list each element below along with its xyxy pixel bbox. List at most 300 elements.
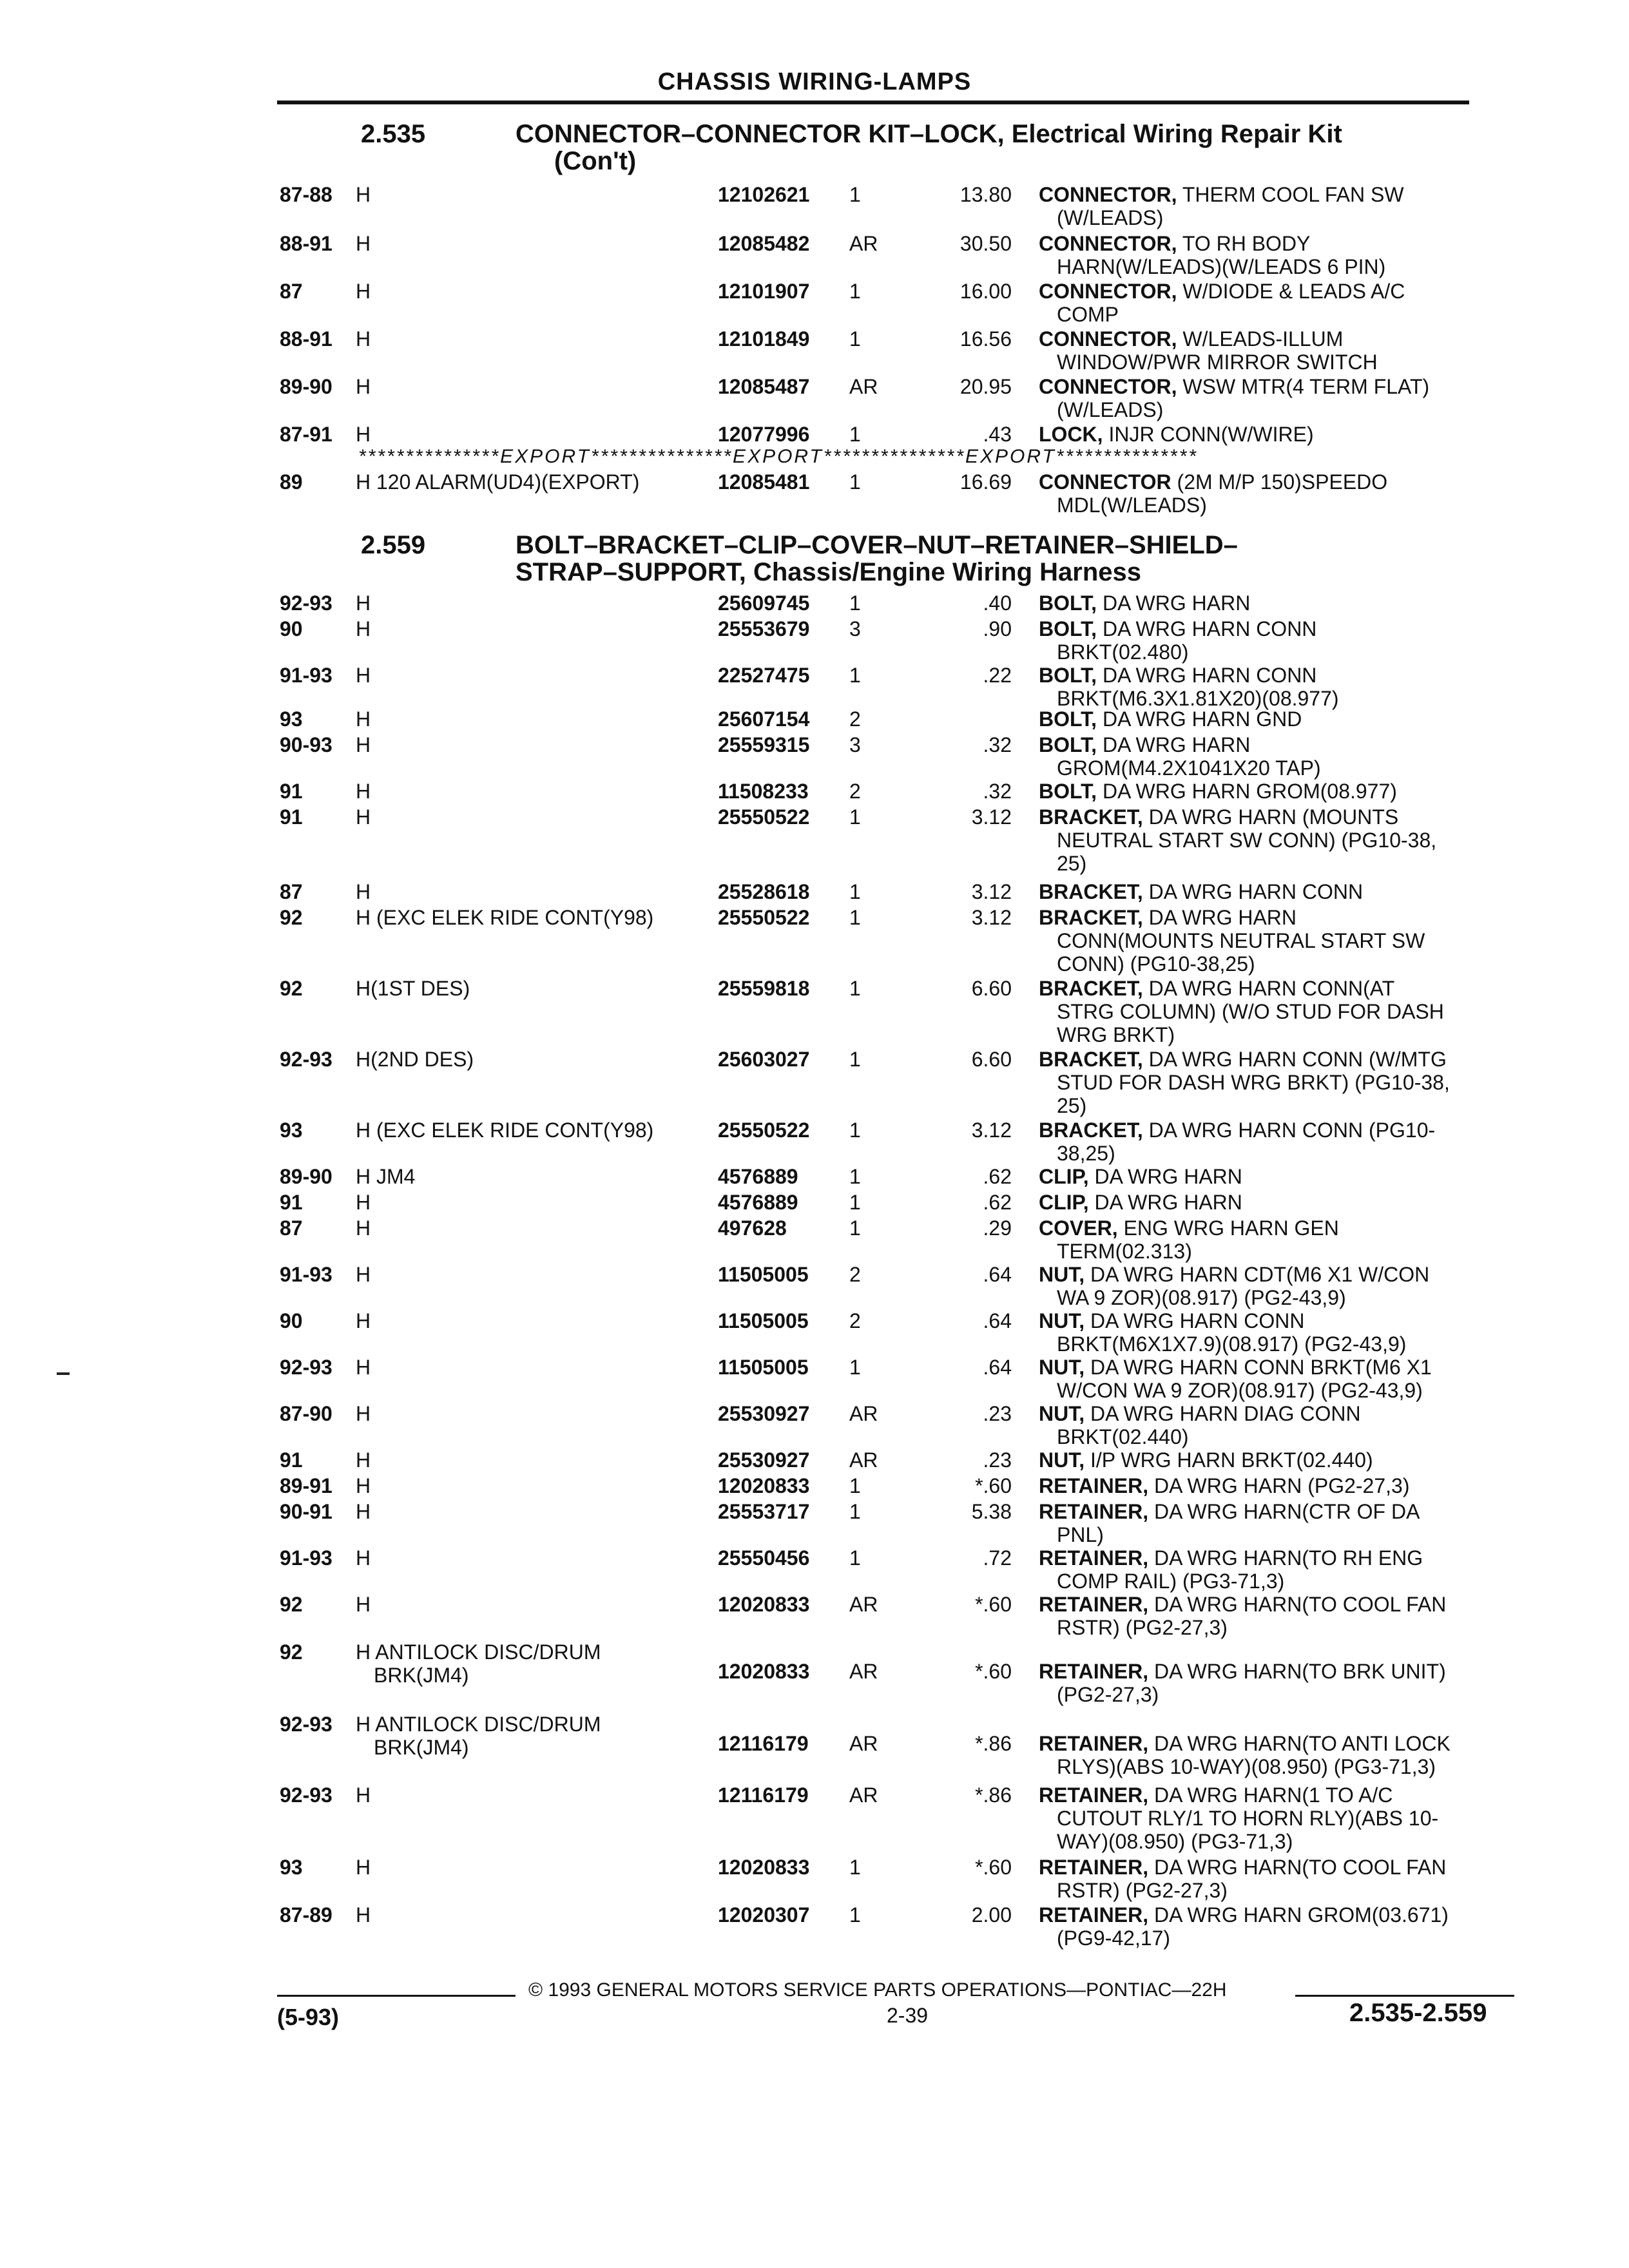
description-line2: HARN(W/LEADS)(W/LEADS 6 PIN) (1057, 255, 1386, 278)
quantity: 1 (849, 880, 861, 903)
part-number: 25550456 (718, 1546, 810, 1570)
part-number: 12085482 (718, 232, 810, 255)
quantity: 1 (849, 470, 861, 494)
application (356, 1165, 415, 1188)
description-line2: (PG2-27,3) (1057, 1683, 1159, 1706)
part-number: 12101849 (718, 327, 810, 351)
part-number: 25609745 (718, 591, 810, 615)
description-line1: DA WRG HARN (1088, 1165, 1242, 1188)
description (1039, 1402, 1516, 1448)
application (356, 1856, 371, 1879)
quantity: AR (849, 1448, 878, 1472)
export-divider: ***************EXPORT***************EXPORT***************EXPORT*************** (358, 446, 1198, 467)
quantity: 1 (849, 1216, 861, 1240)
description-line1: DA WRG HARN(TO COOL FAN (1148, 1856, 1447, 1879)
price: .23 (983, 1448, 1012, 1472)
description-line3: WAY)(08.950) (PG3-71,3) (1057, 1830, 1293, 1853)
description (1039, 1216, 1516, 1263)
application-text: H (356, 423, 371, 446)
description-line1: DA WRG HARN GROM(08.977) (1097, 780, 1397, 803)
model-years: 92-93 (280, 1048, 333, 1071)
description-line1: DA WRG HARN(CTR OF DA (1148, 1500, 1420, 1523)
part-number: 12020833 (718, 1474, 810, 1497)
description (1039, 1732, 1516, 1778)
price: .90 (983, 617, 1012, 640)
price: 3.12 (971, 906, 1012, 929)
application-text: H (356, 1856, 371, 1879)
application-text: H (356, 1783, 371, 1807)
description (1039, 1191, 1516, 1214)
price: .64 (983, 1263, 1012, 1286)
part-number: 25550522 (718, 805, 810, 829)
price: .32 (983, 780, 1012, 803)
model-years: 93 (280, 1856, 303, 1879)
section-number: 2.559 (361, 531, 426, 559)
quantity: 1 (849, 1356, 861, 1379)
description (1039, 664, 1516, 710)
model-years: 89-90 (280, 1165, 333, 1188)
price: *.86 (975, 1783, 1012, 1807)
part-number: 25550522 (718, 906, 810, 929)
model-years: 91 (280, 805, 303, 829)
model-years: 87 (280, 1216, 303, 1240)
part-number: 12020307 (718, 1903, 810, 1927)
application (356, 1048, 474, 1071)
description (1039, 1119, 1516, 1165)
application (356, 1640, 601, 1664)
part-name: BRACKET, (1039, 906, 1143, 929)
application (356, 733, 371, 756)
description-line2: COMP RAIL) (PG3-71,3) (1057, 1570, 1285, 1593)
part-number: 25530927 (718, 1402, 810, 1425)
description-line1: INJR CONN(W/WIRE) (1103, 423, 1314, 446)
part-number: 25530927 (718, 1448, 810, 1472)
description-line1: DA WRG HARN CONN (W/MTG (1142, 1048, 1447, 1071)
model-years: 87-89 (280, 1903, 333, 1927)
quantity: 1 (849, 1474, 861, 1497)
header-rule (277, 101, 1469, 104)
description-line1: DA WRG HARN (1142, 906, 1297, 929)
description (1039, 805, 1516, 875)
description-line1: W/LEADS-ILLUM (1177, 327, 1344, 351)
model-years: 92-93 (280, 1713, 333, 1736)
part-name: COVER, (1039, 1216, 1118, 1240)
price: 6.60 (971, 1048, 1012, 1071)
part-name: BOLT, (1039, 780, 1097, 803)
price: *.60 (975, 1593, 1012, 1616)
description (1039, 780, 1516, 803)
application-text: H (356, 1500, 371, 1523)
part-name: RETAINER, (1039, 1660, 1149, 1683)
part-number: 25528618 (718, 880, 810, 903)
description (1039, 906, 1516, 975)
application-text: H 120 ALARM(UD4)(EXPORT) (356, 470, 640, 494)
application (356, 1783, 371, 1807)
part-name: RETAINER, (1039, 1732, 1149, 1755)
description (1039, 880, 1516, 903)
model-years: 91-93 (280, 1263, 333, 1286)
application-text: H (356, 780, 371, 803)
description-line1: W/DIODE & LEADS A/C (1177, 280, 1405, 303)
quantity: 1 (849, 1500, 861, 1523)
part-name: RETAINER, (1039, 1903, 1149, 1927)
application-text: H (356, 1448, 371, 1472)
part-number: 4576889 (718, 1191, 798, 1214)
part-name: BRACKET, (1039, 1048, 1143, 1071)
application-text: H (356, 183, 371, 206)
description (1039, 977, 1516, 1046)
model-years: 91 (280, 1191, 303, 1214)
application-text: H (356, 375, 371, 398)
price: 20.95 (959, 375, 1012, 398)
price: *.60 (975, 1474, 1012, 1497)
page-footer (277, 1979, 1514, 2030)
description (1039, 183, 1516, 229)
application (356, 375, 371, 398)
description (1039, 1903, 1516, 1950)
part-name: LOCK, (1039, 423, 1103, 446)
description-line2: BRKT(M6X1X7.9)(08.917) (PG2-43,9) (1057, 1332, 1407, 1356)
application (356, 183, 371, 206)
description-line1: DA WRG HARN (1097, 591, 1251, 615)
quantity: 1 (849, 664, 861, 687)
part-number: 12020833 (718, 1856, 810, 1879)
description-line1: DA WRG HARN GND (1097, 707, 1302, 731)
part-number: 11508233 (718, 780, 809, 803)
quantity: 1 (849, 591, 861, 615)
application-text: H ANTILOCK DISC/DRUM (356, 1713, 601, 1736)
application-text: H (356, 1402, 371, 1425)
description-line2: CONN(MOUNTS NEUTRAL START SW (1057, 929, 1425, 952)
price: .62 (983, 1191, 1012, 1214)
application (356, 1593, 371, 1616)
section-title-line2: STRAP–SUPPORT, Chassis/Engine Wiring Harness (516, 558, 1141, 586)
footer-rule-right (1295, 1995, 1514, 1997)
application (356, 280, 371, 303)
quantity: 1 (849, 1048, 861, 1071)
price: .23 (983, 1402, 1012, 1425)
price: .64 (983, 1309, 1012, 1332)
description-line2: MDL(W/LEADS) (1057, 494, 1207, 517)
description-line1: DA WRG HARN CONN (PG10- (1142, 1119, 1436, 1142)
application-text: H(1ST DES) (356, 977, 470, 1000)
part-name: CONNECTOR, (1039, 232, 1177, 255)
description (1039, 1660, 1516, 1706)
application-text: H (356, 280, 371, 303)
price: .43 (983, 423, 1012, 446)
model-years: 87-91 (280, 423, 333, 446)
model-years: 87 (280, 880, 303, 903)
description-line1: DA WRG HARN CONN (1084, 1309, 1305, 1332)
quantity: AR (849, 375, 878, 398)
description-line2: (W/LEADS) (1057, 206, 1164, 229)
application (356, 1191, 371, 1214)
application (356, 880, 371, 903)
description (1039, 1356, 1516, 1402)
application-text: H (356, 1356, 371, 1379)
footer-section-range: 2.535-2.559 (1349, 1999, 1487, 2027)
model-years: 87-88 (280, 183, 333, 206)
model-years: 89 (280, 470, 303, 494)
price: 16.69 (959, 470, 1012, 494)
part-name: NUT, (1039, 1263, 1085, 1286)
model-years: 89-91 (280, 1474, 333, 1497)
model-years: 90 (280, 1309, 303, 1332)
application-line2: BRK(JM4) (374, 1736, 469, 1759)
application-text: H (356, 1903, 371, 1927)
price: 30.50 (959, 232, 1012, 255)
margin-mark (57, 1372, 70, 1375)
application (356, 423, 371, 446)
model-years: 87-90 (280, 1402, 333, 1425)
application-text: H (EXC ELEK RIDE CONT(Y98) (356, 1119, 654, 1142)
application-text: H (356, 1593, 371, 1616)
model-years: 92 (280, 1640, 303, 1664)
quantity: AR (849, 1660, 878, 1683)
description-line2: (W/LEADS) (1057, 398, 1164, 421)
section-title-line1: CONNECTOR–CONNECTOR KIT–LOCK, Electrical Wiring Repair Kit (516, 120, 1342, 148)
quantity: 1 (849, 1119, 861, 1142)
description (1039, 591, 1516, 615)
description-line3: 25) (1057, 1094, 1087, 1117)
part-number: 11505005 (718, 1356, 809, 1379)
description (1039, 280, 1516, 326)
application (356, 1903, 371, 1927)
description-line1: ENG WRG HARN GEN (1117, 1216, 1339, 1240)
description-line2: RSTR) (PG2-27,3) (1057, 1879, 1228, 1902)
description (1039, 1593, 1516, 1639)
description-line2: STRG COLUMN) (W/O STUD FOR DASH (1057, 1000, 1444, 1023)
application (356, 617, 371, 640)
description-line1: DA WRG HARN CONN(AT (1142, 977, 1395, 1000)
application-text: H (EXC ELEK RIDE CONT(Y98) (356, 906, 654, 929)
model-years: 92-93 (280, 591, 333, 615)
description-line1: DA WRG HARN CONN (1097, 617, 1317, 640)
description-line3: CONN) (PG10-38,25) (1057, 952, 1255, 975)
quantity: 1 (849, 1165, 861, 1188)
application (356, 1448, 371, 1472)
application-text: H(2ND DES) (356, 1048, 474, 1071)
part-name: BOLT, (1039, 617, 1097, 640)
part-name: NUT, (1039, 1402, 1085, 1425)
model-years: 88-91 (280, 327, 333, 351)
price: .22 (983, 664, 1012, 687)
application-line2: BRK(JM4) (374, 1664, 469, 1687)
quantity: 1 (849, 280, 861, 303)
description-line1: DA WRG HARN CONN (1097, 664, 1317, 687)
model-years: 92 (280, 977, 303, 1000)
part-name: BOLT, (1039, 707, 1097, 731)
description-line3: 25) (1057, 852, 1087, 875)
quantity: 1 (849, 327, 861, 351)
part-number: 12116179 (718, 1732, 809, 1755)
part-number: 12116179 (718, 1783, 809, 1807)
part-number: 25559818 (718, 977, 810, 1000)
description (1039, 232, 1516, 278)
application-text: H (356, 707, 371, 731)
description-line1: DA WRG HARN CONN BRKT(M6 X1 (1084, 1356, 1432, 1379)
part-number: 12020833 (718, 1593, 810, 1616)
application-text: H (356, 664, 371, 687)
model-years: 91 (280, 780, 303, 803)
part-number: 11505005 (718, 1263, 809, 1286)
description (1039, 1263, 1516, 1309)
price: 16.56 (959, 327, 1012, 351)
section-number: 2.535 (361, 120, 426, 148)
part-number: 25550522 (718, 1119, 810, 1142)
description (1039, 1448, 1516, 1472)
model-years: 91 (280, 1448, 303, 1472)
description-line1: DA WRG HARN (1088, 1191, 1242, 1214)
part-name: BRACKET, (1039, 880, 1143, 903)
description (1039, 375, 1516, 421)
price: .29 (983, 1216, 1012, 1240)
description-line1: DA WRG HARN (1097, 733, 1251, 756)
description (1039, 1309, 1516, 1356)
part-name: RETAINER, (1039, 1593, 1149, 1616)
price: .64 (983, 1356, 1012, 1379)
model-years: 87 (280, 280, 303, 303)
part-name: CONNECTOR, (1039, 183, 1177, 206)
price: .32 (983, 733, 1012, 756)
part-name: CONNECTOR (1039, 470, 1171, 494)
description-line2: BRKT(M6.3X1.81X20)(08.977) (1057, 687, 1339, 710)
application (356, 1713, 601, 1736)
quantity: AR (849, 1732, 878, 1755)
footer-page-number: 2-39 (887, 2004, 929, 2027)
part-name: BRACKET, (1039, 1119, 1143, 1142)
description-line2: (PG9-42,17) (1057, 1927, 1171, 1950)
footer-rule-left (277, 1995, 516, 1997)
application (356, 1216, 371, 1240)
description (1039, 1048, 1516, 1117)
model-years: 89-90 (280, 375, 333, 398)
footer-copyright: © 1993 GENERAL MOTORS SERVICE PARTS OPERATIONS—PONTIAC—22H (528, 1979, 1227, 2001)
part-number: 25603027 (718, 1048, 810, 1071)
description-line2: PNL) (1057, 1523, 1104, 1546)
model-years: 92-93 (280, 1783, 333, 1807)
part-name: RETAINER, (1039, 1783, 1149, 1807)
description-line2: 38,25) (1057, 1142, 1115, 1165)
part-name: RETAINER, (1039, 1856, 1149, 1879)
application-text: H (356, 733, 371, 756)
application-text: H (356, 1216, 371, 1240)
description-line2: BRKT(02.440) (1057, 1425, 1189, 1448)
description-line2: W/CON WA 9 ZOR)(08.917) (PG2-43,9) (1057, 1379, 1423, 1402)
part-name: RETAINER, (1039, 1474, 1149, 1497)
description-line1: DA WRG HARN DIAG CONN (1084, 1402, 1361, 1425)
footer-revision-date: (5-93) (277, 2004, 340, 2030)
description-line1: DA WRG HARN GROM(03.671) (1148, 1903, 1449, 1927)
application (356, 707, 371, 731)
application (356, 1546, 371, 1570)
description-line1: THERM COOL FAN SW (1177, 183, 1404, 206)
description-line2: TERM(02.313) (1057, 1240, 1192, 1263)
description-line2: CUTOUT RLY/1 TO HORN RLY)(ABS 10- (1057, 1807, 1439, 1830)
price: *.86 (975, 1732, 1012, 1755)
description-line2: COMP (1057, 303, 1119, 326)
quantity: 1 (849, 805, 861, 829)
part-number: 22527475 (718, 664, 810, 687)
quantity: 2 (849, 707, 861, 731)
quantity: 1 (849, 1191, 861, 1214)
part-name: CONNECTOR, (1039, 280, 1177, 303)
description-line1: DA WRG HARN(TO RH ENG (1148, 1546, 1423, 1570)
part-name: CLIP, (1039, 1191, 1089, 1214)
application (356, 1119, 653, 1142)
application-text: H (356, 880, 371, 903)
application-text: H (356, 232, 371, 255)
description-line1: DA WRG HARN CDT(M6 X1 W/CON (1084, 1263, 1430, 1286)
part-number: 12101907 (718, 280, 810, 303)
part-number: 11505005 (718, 1309, 809, 1332)
model-years: 91-93 (280, 1546, 333, 1570)
part-name: CONNECTOR, (1039, 375, 1177, 398)
model-years: 92 (280, 1593, 303, 1616)
price: 3.12 (971, 1119, 1012, 1142)
description-line1: DA WRG HARN(TO BRK UNIT) (1148, 1660, 1446, 1683)
application (356, 664, 371, 687)
description-line1: WSW MTR(4 TERM FLAT) (1177, 375, 1430, 398)
part-number: 25559315 (718, 733, 810, 756)
description-line2: STUD FOR DASH WRG BRKT) (PG10-38, (1057, 1071, 1450, 1094)
quantity: 1 (849, 183, 861, 206)
description (1039, 733, 1516, 780)
model-years: 93 (280, 707, 303, 731)
section-title-line2: (Con't) (554, 147, 637, 175)
quantity: 1 (849, 1856, 861, 1879)
part-name: NUT, (1039, 1448, 1085, 1472)
part-number: 25607154 (718, 707, 810, 731)
application (356, 1356, 371, 1379)
description-line2: RLYS)(ABS 10-WAY)(08.950) (PG3-71,3) (1057, 1755, 1436, 1778)
part-number: 12020833 (718, 1660, 810, 1683)
description-line2: RSTR) (PG2-27,3) (1057, 1616, 1228, 1639)
part-name: NUT, (1039, 1356, 1085, 1379)
description (1039, 1856, 1516, 1902)
description-line2: BRKT(02.480) (1057, 640, 1189, 664)
application-text: H (356, 1474, 371, 1497)
description-line1: (2M M/P 150)SPEEDO (1171, 470, 1388, 494)
price: *.60 (975, 1856, 1012, 1879)
part-number: 12085487 (718, 375, 810, 398)
application-text: H (356, 327, 371, 351)
application-text: H JM4 (356, 1165, 416, 1188)
quantity: 2 (849, 1309, 861, 1332)
description-line1: DA WRG HARN(TO COOL FAN (1148, 1593, 1447, 1616)
application-text: H (356, 617, 371, 640)
part-number: 497628 (718, 1216, 787, 1240)
description (1039, 1783, 1516, 1853)
application (356, 232, 371, 255)
quantity: 3 (849, 733, 861, 756)
description-line2: GROM(M4.2X1041X20 TAP) (1057, 756, 1321, 780)
quantity: AR (849, 1593, 878, 1616)
application (356, 591, 371, 615)
application-text: H (356, 1263, 371, 1286)
description-line1: I/P WRG HARN BRKT(02.440) (1084, 1448, 1373, 1472)
model-years: 90 (280, 617, 303, 640)
quantity: 2 (849, 780, 861, 803)
model-years: 92-93 (280, 1356, 333, 1379)
model-years: 90-93 (280, 733, 333, 756)
price: *.60 (975, 1660, 1012, 1683)
application (356, 805, 371, 829)
application (356, 780, 371, 803)
price: .72 (983, 1546, 1012, 1570)
application-text: H ANTILOCK DISC/DRUM (356, 1640, 601, 1664)
quantity: AR (849, 1402, 878, 1425)
